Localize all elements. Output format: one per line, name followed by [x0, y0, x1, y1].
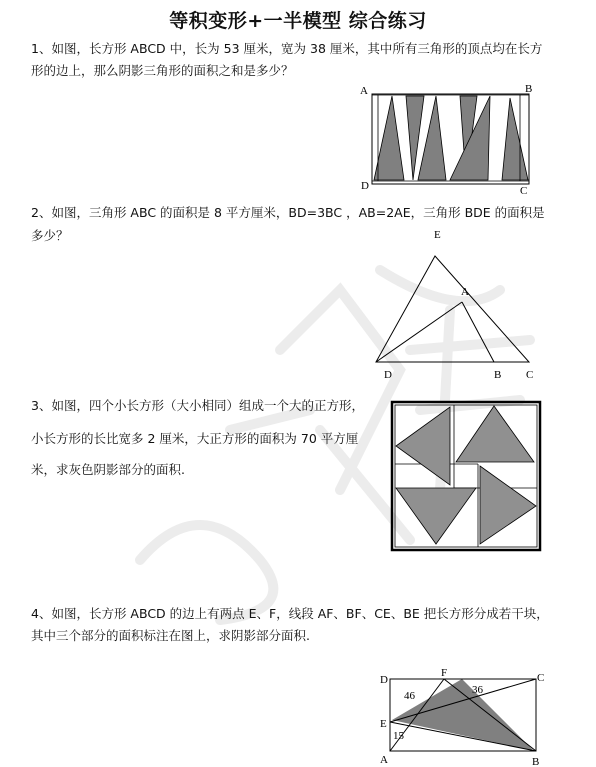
label-a: A — [360, 85, 368, 97]
page-title: 等积变形+一半模型 综合练习 — [169, 10, 427, 32]
segment-da — [376, 302, 462, 362]
label-f: F — [441, 667, 448, 679]
label-d: D — [380, 674, 388, 686]
area-label-46: 46 — [404, 690, 415, 702]
label-b: B — [532, 756, 540, 767]
label-c: C — [537, 672, 545, 684]
segment-ab — [462, 302, 494, 362]
shaded-triangle — [480, 466, 536, 544]
label-e: E — [380, 718, 387, 730]
label-b: B — [525, 83, 533, 95]
q4-text-line2: 其中三个部分的面积标注在图上，求阴影部分面积. — [31, 628, 310, 643]
q2-text-line1: 2、如图，三角形 ABC 的面积是 8 平方厘米，BD=3BC ，AB=2AE，三角形 BDE 的面积是 — [31, 205, 545, 220]
q3-text-line3: 米，求灰色阴影部分的面积. — [31, 462, 185, 477]
label-a: A — [461, 286, 469, 298]
shaded-triangle — [502, 98, 528, 180]
label-a: A — [380, 754, 388, 766]
q2-figure — [370, 228, 550, 383]
q1-figure — [360, 83, 540, 197]
shaded-triangle — [396, 488, 476, 544]
area-label-36: 36 — [472, 684, 483, 696]
big-square — [392, 402, 540, 550]
q3-text-line2: 小长方形的长比宽多 2 厘米，大正方形的面积为 70 平方厘 — [31, 431, 359, 446]
label-e: E — [434, 229, 441, 241]
q4-text-line1: 4、如图，长方形 ABCD 的边上有两点 E、F，线段 AF、BF、CE、BE 把长方形分成若干块， — [31, 606, 549, 621]
label-b: B — [494, 369, 502, 381]
label-c: C — [526, 369, 534, 381]
q2-text-line2: 多少？ — [31, 228, 69, 243]
shaded-triangle — [456, 406, 534, 462]
area-label-15: 15 — [393, 730, 404, 742]
label-c: C — [520, 185, 528, 197]
shaded-triangle — [374, 96, 404, 180]
q4-figure — [378, 665, 558, 767]
shaded-triangle — [396, 407, 450, 485]
q1-text-line1: 1、如图，长方形 ABCD 中，长为 53 厘米，宽为 38 厘米，其中所有三角形的顶点均在长方 — [31, 41, 543, 56]
q3-figure — [390, 400, 542, 552]
q1-text-line2: 形的边上，那么阴影三角形的面积之和是多少？ — [31, 63, 294, 78]
label-d: D — [384, 369, 392, 381]
q3-text-line1: 3、如图，四个小长方形（大小相同）组成一个大的正方形， — [31, 398, 364, 413]
label-d: D — [361, 180, 369, 192]
